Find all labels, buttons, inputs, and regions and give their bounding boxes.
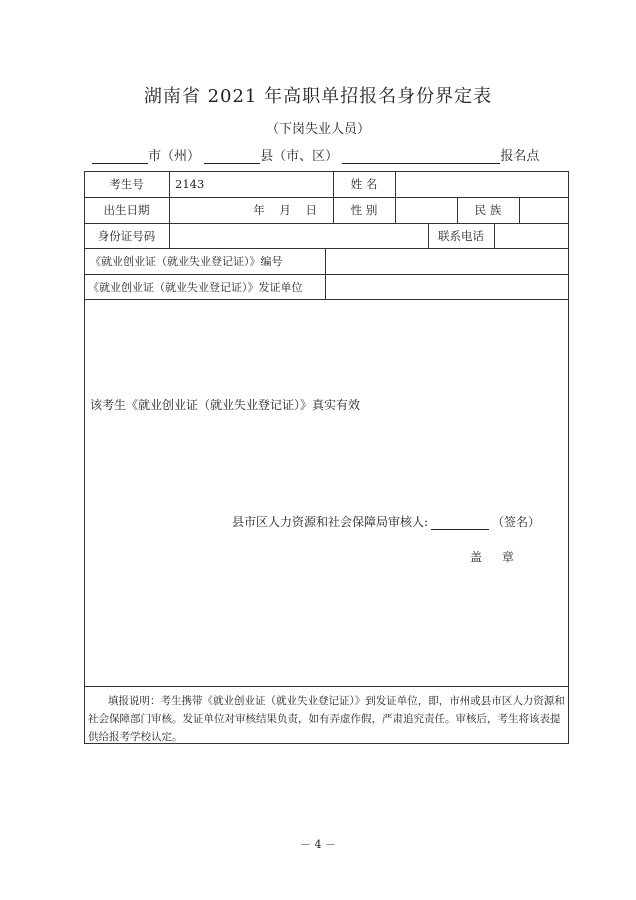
page-number: － 4 －: [300, 838, 336, 851]
form-subtitle: （下岗失业人员）: [265, 122, 370, 137]
id-field[interactable]: [169, 223, 428, 248]
county-suffix: 县（市、区）: [260, 149, 339, 164]
valid-statement: 该考生《就业创业证（就业失业登记证）》真实有效: [90, 398, 361, 412]
cert-issuer-field[interactable]: [325, 274, 569, 299]
id-label: 身份证号码: [97, 228, 156, 243]
reviewer-line: [232, 513, 540, 530]
gender-label: 性 别: [350, 203, 378, 217]
gender-field[interactable]: [395, 197, 457, 223]
county-field[interactable]: [204, 149, 260, 164]
seal-label: 盖 章: [470, 550, 522, 564]
city-field[interactable]: [92, 149, 148, 164]
cert-no-field[interactable]: [325, 248, 569, 274]
cert-issuer-label: 《就业创业证（就业失业登记证）》发证单位: [88, 280, 303, 294]
ethnicity-label: 民 族: [474, 203, 502, 217]
phone-field[interactable]: [494, 223, 569, 248]
phone-label: 联系电话: [438, 228, 484, 243]
registration-point-suffix: 报名点: [500, 149, 540, 164]
dob-field[interactable]: 年 月 日: [253, 203, 317, 217]
reviewer-label: 县市区人力资源和社会保障局审核人:: [232, 515, 429, 529]
city-suffix: 市（州）: [148, 149, 201, 164]
cert-no-label: 《就业创业证（就业失业登记证）》编号: [90, 255, 283, 268]
form-title: 湖南省 2021 年高职单招报名身份界定表: [143, 86, 493, 107]
reviewer-signature-field[interactable]: [431, 517, 489, 530]
exam-no-label: 考生号: [109, 177, 144, 191]
filling-instructions: 填报说明：考生携带《就业创业证（就业失业登记证）》到发证单位，即，市州或县市区人力资源和社会保障部门审核。发证单位对审核结果负责，如有弄虚作假，严肃追究责任。审核后，考生将该表提供给报考学校认定。: [88, 695, 565, 743]
location-line: [92, 145, 572, 165]
exam-no-field[interactable]: 2143: [175, 177, 205, 191]
signature-hint: （签名）: [492, 515, 541, 529]
name-field[interactable]: [395, 171, 569, 197]
name-label: 姓 名: [350, 177, 378, 191]
ethnicity-field[interactable]: [519, 197, 569, 223]
registration-point-field[interactable]: [342, 149, 500, 164]
dob-label: 出生日期: [103, 203, 150, 217]
